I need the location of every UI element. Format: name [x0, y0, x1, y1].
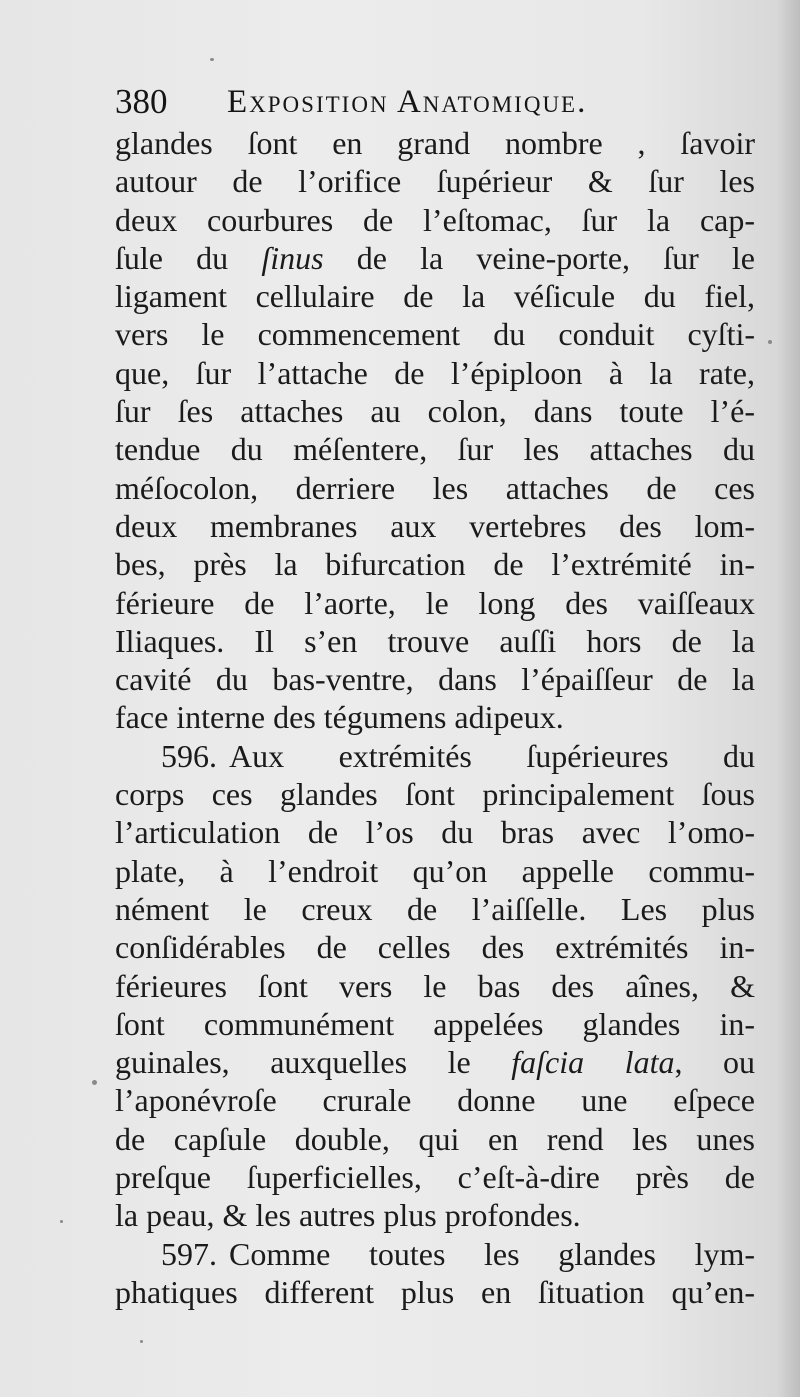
paper-speck: [60, 1220, 63, 1223]
text-line: tendue du méſentere, ſur les attaches du: [115, 431, 755, 468]
text-line: phatiques different plus en ſituation qu’en-: [115, 1273, 755, 1310]
text-line: preſque ſuperficielles, c’eſt-à-dire près de: [115, 1159, 755, 1196]
page-number: 380: [115, 82, 168, 121]
text-line: ligament cellulaire de la véſicule du fiel,: [115, 278, 755, 315]
paragraph-597-start: 597. Comme toutes les glandes lym-: [161, 1235, 755, 1272]
paragraph-number: 597.: [161, 1235, 217, 1272]
running-title: Exposition Anatomique.: [227, 84, 588, 120]
text-line: férieure de l’aorte, le long des vaiſſeaux: [115, 584, 755, 621]
text-line: plate, à l’endroit qu’on appelle commu-: [115, 852, 755, 889]
paragraph-596-start: 596. Aux extrémités ſupérieures du: [161, 737, 755, 774]
italic-term: ſinus: [261, 239, 324, 276]
text-line: conſidérables de celles des extrémités in-: [115, 929, 755, 966]
text-line: l’aponévroſe crurale donne une eſpece: [115, 1082, 755, 1119]
text-line: méſocolon, derriere les attaches de ces: [115, 469, 755, 506]
text-line: deux courbures de l’eſtomac, ſur la cap-: [115, 201, 755, 238]
text-line: ſont communément appelées glandes in-: [115, 1005, 755, 1042]
text-line: ſur ſes attaches au colon, dans toute l’é-: [115, 393, 755, 430]
text-line: face interne des tégumens adipeux.: [115, 699, 564, 736]
text-line: bes, près la bifurcation de l’extrémité in-: [115, 546, 755, 583]
text-line: glandes ſont en grand nombre , ſavoir: [115, 125, 755, 161]
text-line: Iliaques. Il s’en trouve auſſi hors de la: [115, 622, 755, 659]
text-line: la peau, & les autres plus profondes.: [115, 1197, 581, 1234]
text-line: l’articulation de l’os du bras avec l’omo-: [115, 814, 755, 851]
paper-speck: [92, 1080, 97, 1085]
paper-speck: [140, 1340, 143, 1343]
paragraph-number: 596.: [161, 737, 217, 774]
text-line: vers le commencement du conduit cyſti-: [115, 316, 755, 353]
text-line: que, ſur l’attache de l’épiploon à la rate,: [115, 354, 755, 391]
page-header: [115, 80, 755, 124]
italic-term: faſcia lata: [511, 1044, 675, 1081]
text-line: deux membranes aux vertebres des lom-: [115, 507, 755, 544]
text-body: [115, 124, 755, 1311]
paper-speck: [768, 340, 772, 344]
text-line: corps ces glandes ſont principalement ſous: [115, 776, 755, 813]
text-line: guinales, auxquelles le faſcia lata, ou: [115, 1044, 756, 1081]
text-line: autour de l’orifice ſupérieur & ſur les: [115, 163, 755, 200]
text-line: de capſule double, qui en rend les unes: [115, 1120, 755, 1157]
paper-speck: [210, 58, 214, 61]
text-line: férieures ſont vers le bas des aînes, &: [115, 967, 755, 1004]
text-line: cavité du bas-ventre, dans l’épaiſſeur de la: [115, 661, 755, 698]
text-line: nément le creux de l’aiſſelle. Les plus: [115, 890, 755, 927]
text-line: ſule du ſinus de la veine-porte, ſur le: [115, 239, 756, 276]
